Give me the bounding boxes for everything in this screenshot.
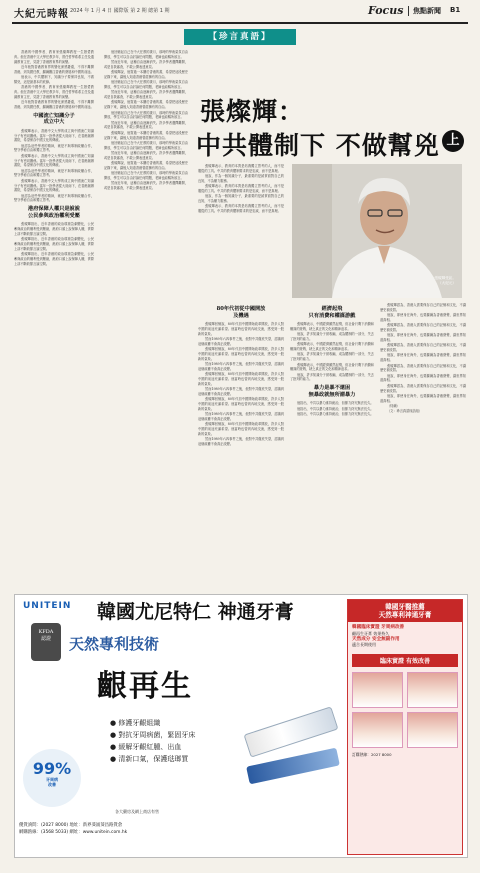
teeth-before-image (352, 672, 403, 708)
improvement-value: 99% (32, 759, 72, 778)
advertisement[interactable] (14, 594, 468, 858)
paragraph: 張燦輝說，他寫過一本關於香港的書，希望把這段歷史記錄下來，讓後人知道香港曾經擁有的自由。 (104, 100, 188, 110)
paragraph: 他認為這些學者的精神，就是不與專制政權合作，堅守學術自由和獨立思考。 (14, 168, 94, 178)
paragraph: 張燦輝指出，近年香港的政治環境急劇變化，公民參與政治的權利受到壓縮，港府口頭上說保障人權，實際上卻不斷收緊言論空間。 (14, 252, 94, 266)
paragraph: 張燦輝認為，香港人需要保存自己的記憶和文化，不讓歷史被改寫。 (380, 363, 466, 373)
before-after-teeth-images (348, 710, 462, 750)
paragraph: 他說，作為一個知識分子，最重要的是誠實面對自己的良知，不為權力服務。 (198, 194, 284, 204)
paragraph: 張燦輝認為，香港人需要保存自己的記憶和文化，不讓歷史被改寫。 (380, 303, 466, 312)
header-rule (12, 22, 468, 24)
paragraph: 他說，即使身在海外，也要繼續為香港發聲，讓世界知道真相。 (380, 393, 466, 403)
ad-contact (19, 823, 339, 853)
paragraph: 張燦輝回憶說，80年代初中國開始改革開放，許多人對中國的前途充滿希望。他當時也曾到內地交流，感受到一股新的氣象。 (198, 422, 284, 436)
paragraph: 香港的中國學者、教育家張燦輝教授一生熱愛教育。他在香港中文大學任教多年，曾任哲學系系主任及通識教育主任，見證了香港教育界的演變。 (14, 50, 94, 64)
teeth-after-image (407, 712, 458, 748)
paragraph: 張燦輝表示，香港中文大學的成立與中國流亡知識分子有密切關係。當年一批學者從大陸南下，在香港創辦書院，希望保存中國文化的傳統。 (14, 153, 94, 168)
paragraph: 張燦輝表示，教育的本質是培養獨立思考的人，而不是服從的工具。中共的教育體制要求的是忠誠，而不是真理。 (198, 164, 284, 173)
paragraph: 他說，作為一個知識分子，最重要的是誠實面對自己的良知，不為權力服務。 (198, 174, 284, 183)
paragraph: 然而近年來，這種自由逐漸消失。許多學者選擇離開，或是自我審查，不敢公開表達意見。 (104, 90, 188, 100)
improvement-label: 牙周病 改善 (46, 777, 58, 787)
newspaper-logo: 大紀元時報 (14, 9, 69, 20)
paragraph: 然而1989年六四事件之後，他對中共徹底失望，認識到這個政權不會真正改變。 (198, 362, 284, 371)
ad-sidebar-footer: 訂購熱線：2027 8000 (352, 752, 392, 758)
interview-photo (292, 164, 462, 298)
teeth-before-image (352, 712, 403, 748)
article-column-3 (198, 303, 284, 588)
ad-sidebar-line: 韓國臨床實證 牙周病改善 (352, 625, 405, 630)
paragraph: 他說，許多知識分子被收編，成為體制的一部分，失去了批判的能力。 (290, 372, 374, 382)
ad-sidebar-line: 齦再生牙膏 效果持久 (352, 630, 390, 636)
ad-tech-tagline: 天然專利技術 (69, 635, 160, 653)
paragraph: 香港的中國學者、教育家張燦輝教授一生熱愛教育。他在香港中文大學任教多年，曾任哲學系系主任及通識教育主任，見證了香港教育界的演變。 (14, 85, 94, 99)
paragraph: 他說，即使身在海外，也要繼續為香港發聲，讓世界知道真相。 (380, 373, 466, 383)
article-column-2 (104, 50, 188, 588)
part-marker: 上 (442, 130, 464, 152)
paragraph: 然而近年來，這種自由逐漸消失。許多學者選擇離開，或是自我審查，不敢公開表達意見。 (104, 181, 188, 191)
paragraph: 張燦輝認為，香港人需要保存自己的記憶和文化，不讓歷史被改寫。 (380, 323, 466, 332)
paragraph: 然而近年來，這種自由逐漸消失。許多學者選擇離開，或是自我審查，不敢公開表達意見。 (104, 150, 188, 160)
paragraph: 張燦輝指出，近年香港的政治環境急劇變化，公民參與政治的權利受到壓縮，港府口頭上說保障人權，實際上卻不斷收緊言論空間。 (14, 237, 94, 251)
paragraph: 張燦輝說，他寫過一本關於香港的書，希望把這段歷史記錄下來，讓後人知道香港曾經擁有的自由。 (104, 161, 188, 170)
paragraph: 然而1989年六四事件之後，他對中共徹底失望，認識到這個政權不會真正改變。 (198, 437, 284, 446)
ad-product-name: 齦再生 (97, 669, 193, 704)
teeth-after-image (407, 672, 458, 708)
paragraph: 然而1989年六四事件之後，他對中共徹底失望，認識到這個政權不會真正改變。 (198, 387, 284, 396)
paragraph: 張燦輝回憶說，80年代初中國開始改革開放，許多人對中國的前途充滿希望。他當時也曾到內地交流，感受到一股新的氣象。 (198, 372, 284, 386)
paragraph: 然而近年來，這種自由逐漸消失。許多學者選擇離開，或是自我審查，不敢公開表達意見。 (104, 60, 188, 69)
ad-sidebar-panel (347, 599, 463, 855)
paragraph: 張燦輝說，他寫過一本關於香港的書，希望把這段歷史記錄下來，讓後人知道香港曾經擁有的自由。 (104, 130, 188, 140)
paragraph: 他認為這些學者的精神，就是不與專制政權合作，堅守學術自由和獨立思考。 (14, 143, 94, 153)
paragraph: 他說，即使身在海外，也要繼續為香港發聲，讓世界知道真相。 (380, 313, 466, 322)
paragraph: 張燦輝表示，中國經濟雖然起飛，但社會只剩下消費和權謀的遊戲，缺乏真正的文化和精神追求。 (290, 342, 374, 352)
ad-sidebar-line: 適合長期使用 (352, 642, 376, 648)
list-item: ● 對抗牙周病菌，緊固牙床 (110, 731, 196, 739)
paragraph: 張燦輝說，他寫過一本關於香港的書，希望把這段歷史記錄下來，讓後人知道香港曾經擁有的自由。 (104, 70, 188, 79)
paragraph: 張燦輝指出，近年香港的政治環境急劇變化，公民參與政治的權利受到壓縮，港府口頭上說保障人權，實際上卻不斷收緊言論空間。 (14, 222, 94, 236)
article-column-1 (14, 50, 94, 588)
column-tag: 【珍言真語】 (184, 29, 296, 45)
article-column-5 (380, 303, 466, 588)
ad-contact-line: 網購熱線：(3568 5033) 網址：www.unitein.com.hk (19, 829, 128, 835)
list-item: ● 清新口氣，保護琺瑯質 (110, 755, 189, 763)
improvement-badge (23, 749, 81, 807)
subheading: 港府保障人權只是說說 公民參與政治權利受壓 (28, 206, 80, 219)
photo-caption: 張燦輝受訪。 （大紀元） (434, 276, 456, 285)
paragraph: 他說，許多知識分子被收編，成為體制的一部分，失去了批判的能力。 (290, 352, 374, 362)
ad-sidebar-bar: 臨床實證 有效改善 (352, 654, 458, 667)
paragraph: 張燦輝回憶說，80年代初中國開始改革開放，許多人對中國的前途充滿希望。他當時也曾到內地交流，感受到一股新的氣象。 (198, 347, 284, 361)
paragraph: 他指出，中共以暴力維持統治，但暴力終究無法長久。 (297, 401, 374, 406)
paragraph: 他回憶起自己在中大任教的歲月，那時的學術氣氛自由開放，學生可以自由討論任何問題，老師也能暢所欲言。 (104, 110, 188, 120)
paragraph: 他指出，中共以暴力維持統治，但暴力終究無法長久。 (297, 412, 374, 417)
paragraph: 他指出，中共以暴力維持統治，但暴力終究無法長久。 (297, 406, 374, 411)
ad-brand: UNITEIN (23, 601, 72, 611)
certification-seal-icon: KFDA 認證 (31, 623, 61, 661)
paragraph: 張燦輝認為，香港人需要保存自己的記憶和文化，不讓歷史被改寫。 (380, 343, 466, 353)
paragraph: 張燦輝表示，教育的本質是培養獨立思考的人，而不是服從的工具。中共的教育體制要求的是忠誠，而不是真理。 (198, 184, 284, 193)
ad-title: 韓國尤尼特仁 神通牙膏 (97, 601, 294, 623)
paragraph: 他回憶起自己在中大任教的歲月，那時的學術氣氛自由開放，學生可以自由討論任何問題，老師也能暢所欲言。 (104, 80, 188, 90)
paragraph: 張燦輝表示，中國經濟雖然起飛，但社會只剩下消費和權謀的遊戲，缺乏真正的文化和精神追求。 (290, 322, 374, 331)
paragraph: （待續） (387, 403, 400, 408)
subheading: 經濟起飛 只有消費和權謀游戲 (308, 306, 356, 319)
paragraph: 張燦輝表示，教育的本質是培養獨立思考的人，而不是服從的工具。中共的教育體制要求的是忠誠，而不是真理。 (198, 204, 284, 214)
paragraph: 他說，即使身在海外，也要繼續為香港發聲，讓世界知道真相。 (380, 333, 466, 343)
list-item: ● 緩解牙齦紅腫、出血 (110, 743, 182, 751)
paragraph: 他表示，中共體制下，知識分子要保持良知，不做幫兇，這是最基本的底線。 (14, 74, 94, 84)
paragraph: 張燦輝表示，香港中文大學的成立與中國流亡知識分子有密切關係。當年一批學者從大陸南下，在香港創辦書院，希望保存中國文化的傳統。 (14, 178, 94, 193)
issue-meta: 2024 年 1 月 4 日 國際版 第 2 期 總第 1 期 (70, 8, 170, 14)
ad-sidebar-title: 韓國牙醫推薦 天然專利神通牙膏 (348, 600, 462, 622)
ad-stores: 各大藥房及網上商店有售 (115, 809, 159, 814)
paragraph: 近年他對香港教育界的變化深感憂慮，不得不離開香港，到英國任教，繼續關注香港的發展和中國的前途。 (14, 64, 94, 74)
paragraph: 他回憶起自己在中大任教的歲月，那時的學術氣氛自由開放，學生可以自由討論任何問題，老師也能暢所欲言。 (104, 50, 188, 59)
paragraph: 然而1989年六四事件之後，他對中共徹底失望，認識到這個政權不會真正改變。 (198, 412, 284, 421)
page-header (0, 0, 480, 22)
page-number: B1 (450, 6, 461, 14)
before-after-teeth-images (348, 670, 462, 710)
paragraph: 張燦輝表示，香港中文大學的成立與中國流亡知識分子有密切關係。當年一批學者從大陸南下，在香港創辦書院，希望保存中國文化的傳統。 (14, 128, 94, 143)
paragraph: 他說，許多知識分子被收編，成為體制的一部分，失去了批判的能力。 (290, 332, 374, 342)
paragraph: 他回憶起自己在中大任教的歲月，那時的學術氣氛自由開放，學生可以自由討論任何問題，老師也能暢所欲言。 (104, 171, 188, 180)
headline-line-2: 中共體制下 不做幫兇 (196, 131, 440, 160)
paragraph: 他說，即使身在海外，也要繼續為香港發聲，讓世界知道真相。 (380, 353, 466, 363)
section-name: 焦點新聞 (413, 6, 441, 15)
focus-label: Focus (368, 4, 404, 17)
paragraph: 張燦輝回憶說，80年代初中國開始改革開放，許多人對中國的前途充滿希望。他當時也曾到內地交流，感受到一股新的氣象。 (198, 322, 284, 336)
paragraph: 近年他對香港教育界的變化深感憂慮，不得不離開香港，到英國任教，繼續關注香港的發展和中國的前途。 (14, 99, 94, 109)
ad-benefits-list (110, 717, 195, 765)
subheading: 中國流亡知識分子 成立中大 (33, 112, 75, 126)
ad-sidebar-text (348, 622, 462, 651)
ad-sidebar-line: 天然成分 安全無副作用 (352, 636, 400, 642)
paragraph: 然而1989年六四事件之後，他對中共徹底失望，認識到這個政權不會真正改變。 (198, 337, 284, 346)
headline-line-1: 張燦輝： (200, 97, 305, 126)
article-column-3-top (198, 164, 284, 298)
subheading: 暴力是暴不還困 無暴政就無所謂暴力 (308, 385, 356, 398)
paragraph: 他回憶起自己在中大任教的歲月，那時的學術氣氛自由開放，學生可以自由討論任何問題，老師也能暢所欲言。 (104, 140, 188, 150)
subheading: 80年代初從中國開放 及機遇 (216, 306, 266, 319)
paragraph: 他認為這些學者的精神，就是不與專制政權合作，堅守學術自由和獨立思考。 (14, 193, 94, 203)
paragraph: 張燦輝認為，香港人需要保存自己的記憶和文化，不讓歷史被改寫。 (380, 383, 466, 393)
paragraph: 張燦輝表示，中國經濟雖然起飛，但社會只剩下消費和權謀的遊戲，缺乏真正的文化和精神追求。 (290, 362, 374, 372)
list-item: ● 修護牙齦組織 (110, 719, 161, 727)
article-column-4 (290, 303, 374, 588)
header-divider (408, 6, 409, 16)
paragraph: （文：珍言真語採訪組） (387, 409, 423, 414)
paragraph: 張燦輝回憶說，80年代初中國開始改革開放，許多人對中國的前途充滿希望。他當時也曾到內地交流，感受到一股新的氣象。 (198, 397, 284, 411)
paragraph: 然而近年來，這種自由逐漸消失。許多學者選擇離開，或是自我審查，不敢公開表達意見。 (104, 120, 188, 130)
ad-contact-line: 優貨詢問：(2027 8000) 地址：新界葵涌葵昌路貨倉 (19, 823, 123, 828)
